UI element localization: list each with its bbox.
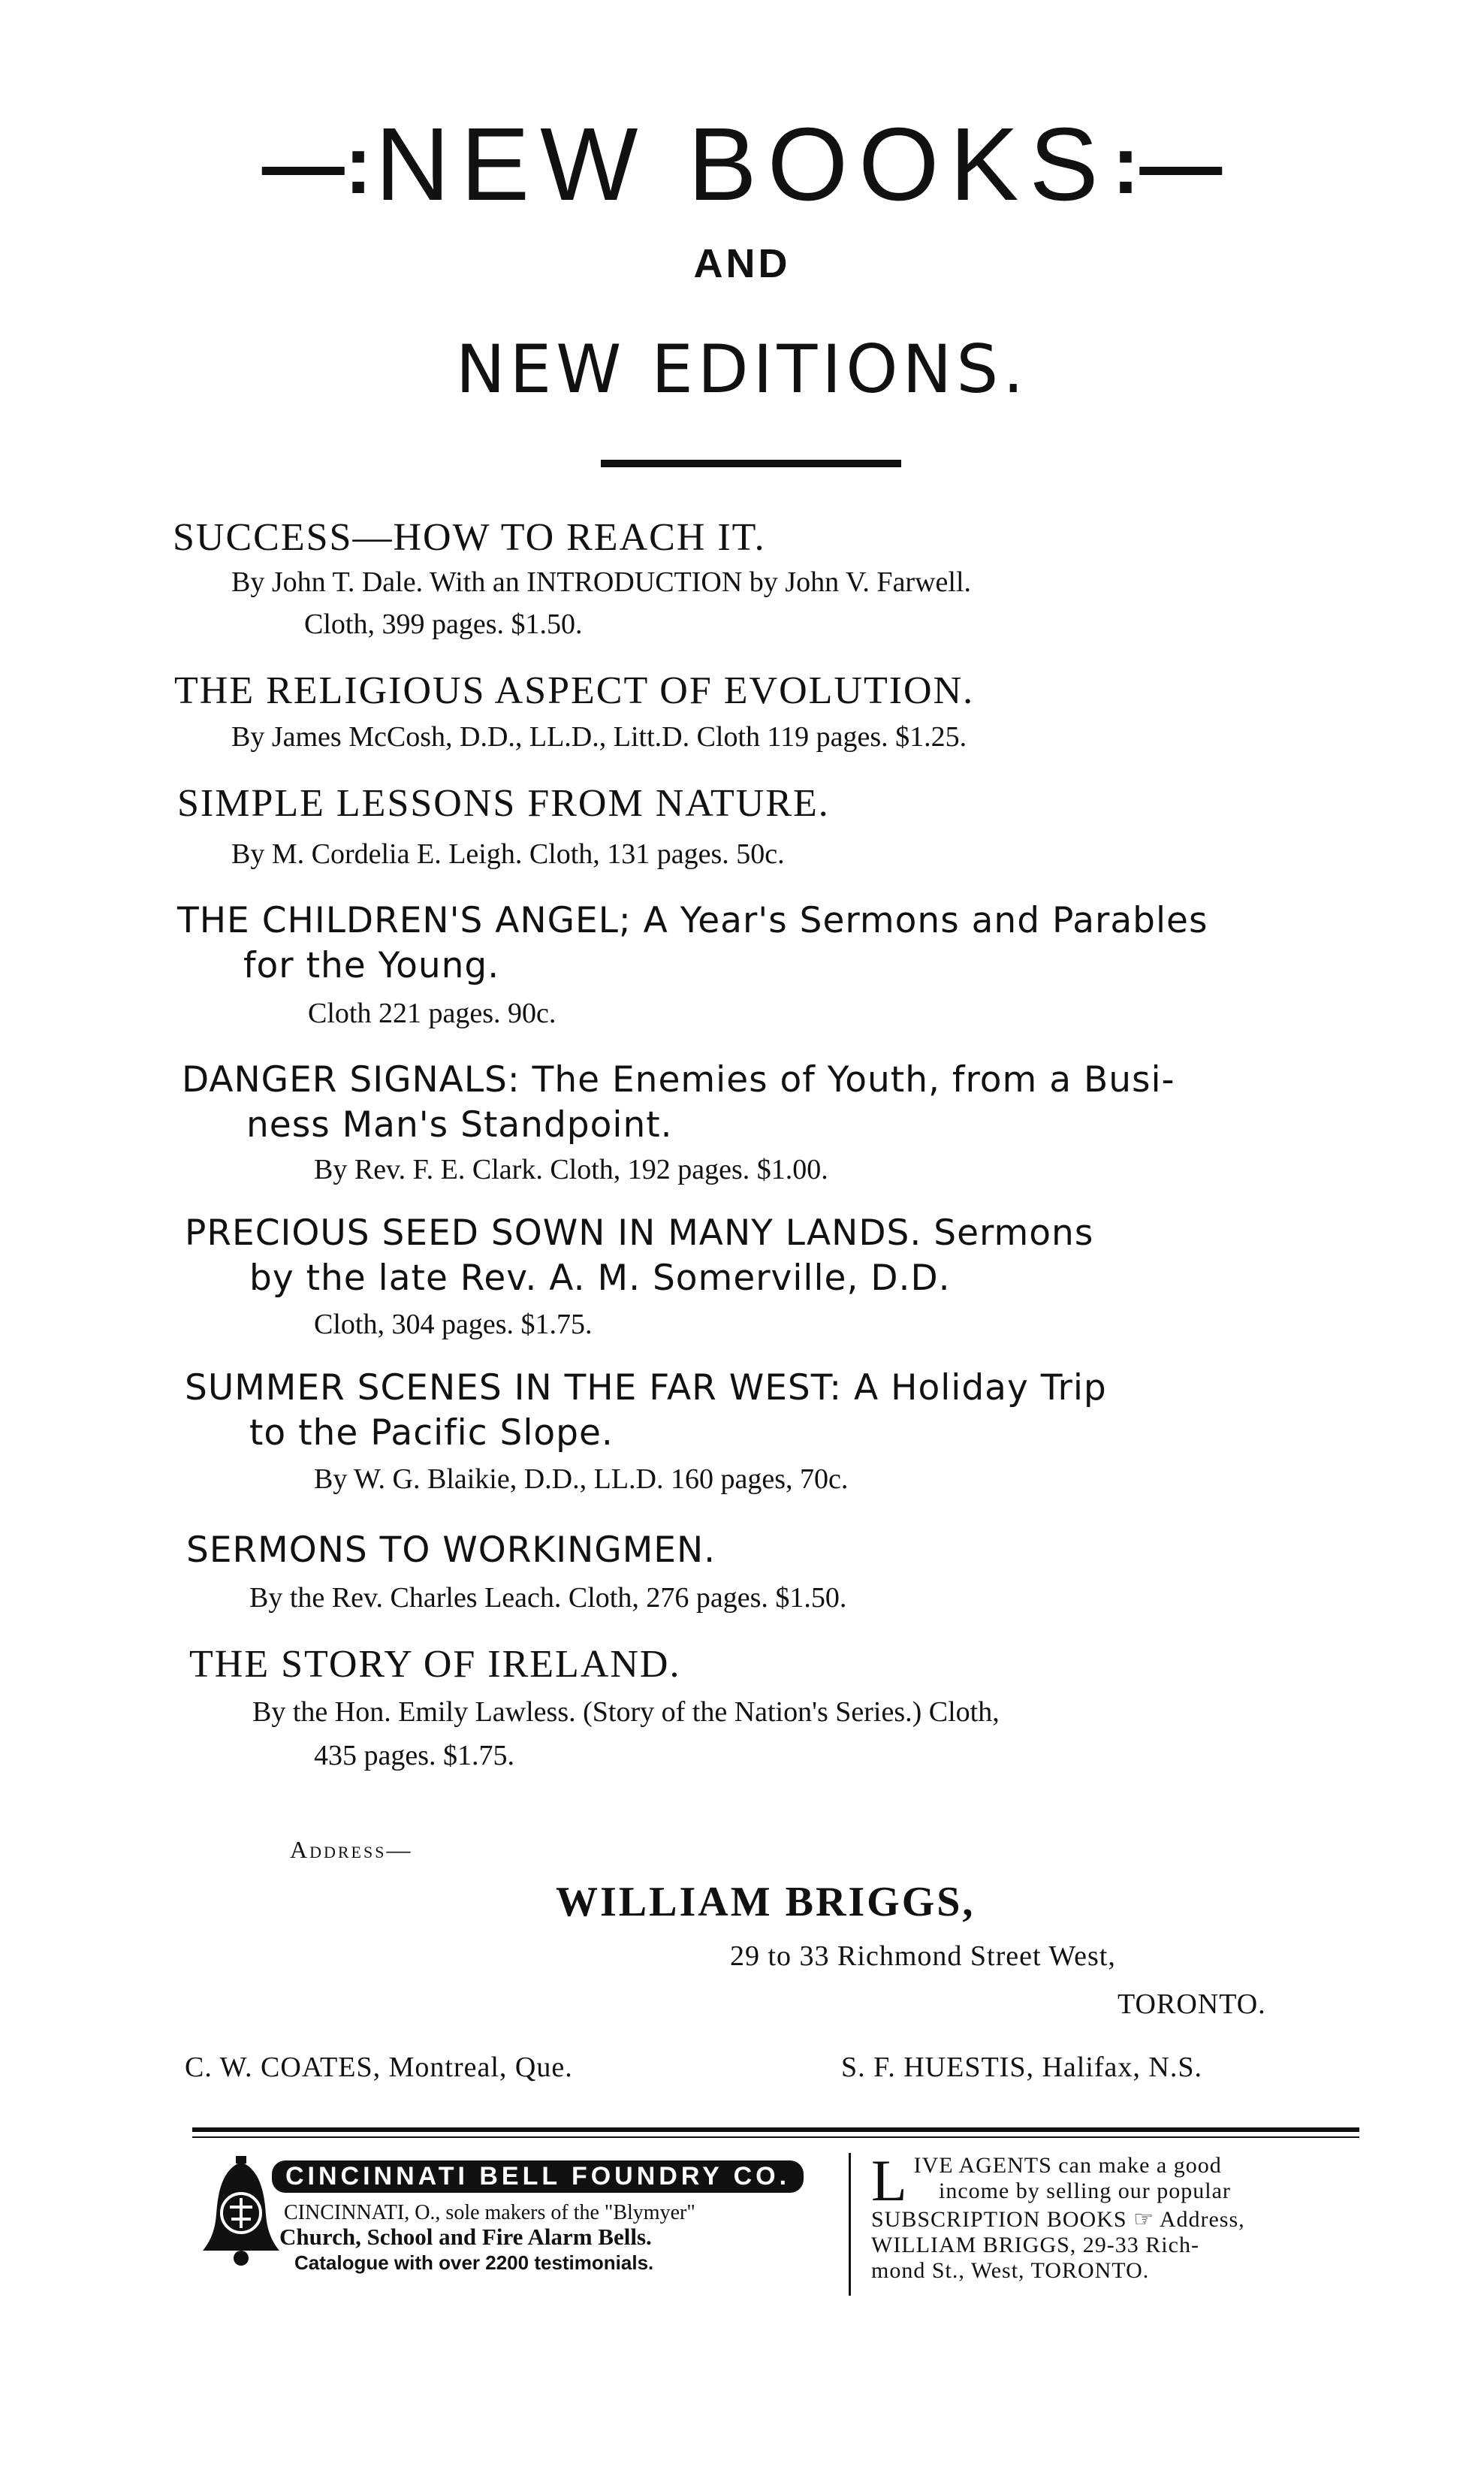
title-text: NEW BOOKS (375, 107, 1109, 222)
agent-montreal: C. W. COATES, Montreal, Que. (185, 2052, 573, 2083)
book-title: SUMMER SCENES IN THE FAR WEST: A Holiday Trip (185, 1367, 1107, 1409)
page-subtitle: NEW EDITIONS. (455, 331, 1029, 408)
publisher-street: 29 to 33 Richmond Street West, (730, 1940, 1116, 1972)
header-rule (601, 460, 901, 467)
agents-dropcap: L (871, 2148, 908, 2213)
agents-line: income by selling our popular (939, 2179, 1231, 2203)
publisher-name: WILLIAM BRIGGS, (556, 1879, 976, 1925)
book-meta: By the Hon. Emily Lawless. (Story of the Nation's Series.) Cloth, (252, 1696, 1000, 1728)
title-dash-right: :— (1111, 119, 1223, 211)
book-meta: By the Rev. Charles Leach. Cloth, 276 pages. $1.50. (249, 1582, 847, 1614)
ads-divider (849, 2153, 851, 2296)
book-title-cont: ness Man's Standpoint. (246, 1104, 673, 1146)
page-title (0, 105, 1484, 233)
agents-ad (871, 2148, 1367, 2284)
book-title-cont: for the Young. (243, 945, 500, 986)
ads-rule-thin (192, 2136, 1359, 2138)
book-meta: Cloth, 304 pages. $1.75. (314, 1309, 593, 1340)
book-title-cont: to the Pacific Slope. (249, 1412, 614, 1454)
ads-rule (192, 2127, 1359, 2132)
publisher-city: TORONTO. (1118, 1988, 1266, 2020)
book-title-cont: by the late Rev. A. M. Somerville, D.D. (249, 1258, 951, 1299)
book-meta: 435 pages. $1.75. (314, 1740, 515, 1771)
book-meta: By Rev. F. E. Clark. Cloth, 192 pages. $1.00. (314, 1154, 828, 1185)
book-title: DANGER SIGNALS: The Enemies of Youth, from a Busi- (182, 1059, 1175, 1101)
title-dash-left: —: (261, 119, 373, 211)
agents-line: SUBSCRIPTION BOOKS ☞ Address, (871, 2207, 1245, 2232)
bell-line: Church, School and Fire Alarm Bells. (279, 2224, 652, 2250)
book-meta: By M. Cordelia E. Leigh. Cloth, 131 pages. 50c. (231, 838, 785, 870)
title-and: AND (693, 241, 791, 286)
book-title: SERMONS TO WORKINGMEN. (186, 1529, 716, 1571)
book-meta: By John T. Dale. With an INTRODUCTION by John V. Farwell. (231, 566, 972, 598)
book-title: THE RELIGIOUS ASPECT OF EVOLUTION. (174, 669, 975, 712)
agents-line: IVE AGENTS can make a good (913, 2153, 1222, 2178)
agent-halifax: S. F. HUESTIS, Halifax, N.S. (841, 2052, 1202, 2083)
book-meta: Cloth, 399 pages. $1.50. (304, 608, 583, 640)
bell-line: CINCINNATI, O., sole makers of the "Blymyer" (284, 2201, 695, 2224)
bell-icon (200, 2154, 282, 2267)
book-meta: By James McCosh, D.D., LL.D., Litt.D. Cloth 119 pages. $1.25. (231, 721, 967, 753)
book-meta: By W. G. Blaikie, D.D., LL.D. 160 pages, 70c. (314, 1463, 849, 1495)
bell-line: Catalogue with over 2200 testimonials. (294, 2251, 654, 2274)
book-title: PRECIOUS SEED SOWN IN MANY LANDS. Sermons (185, 1212, 1094, 1254)
bell-banner: CINCINNATI BELL FOUNDRY CO. (272, 2160, 804, 2193)
book-meta: Cloth 221 pages. 90c. (308, 998, 556, 1029)
book-title: THE CHILDREN'S ANGEL; A Year's Sermons and Parables (177, 900, 1208, 941)
address-label: Address— (290, 1836, 413, 1863)
agents-line: mond St., West, TORONTO. (871, 2258, 1150, 2283)
agents-line: WILLIAM BRIGGS, 29-33 Rich- (871, 2233, 1199, 2257)
book-title: SUCCESS—HOW TO REACH IT. (173, 516, 766, 559)
bell-foundry-ad (200, 2147, 823, 2297)
book-title: THE STORY OF IRELAND. (189, 1643, 681, 1686)
book-title: SIMPLE LESSONS FROM NATURE. (177, 782, 830, 825)
